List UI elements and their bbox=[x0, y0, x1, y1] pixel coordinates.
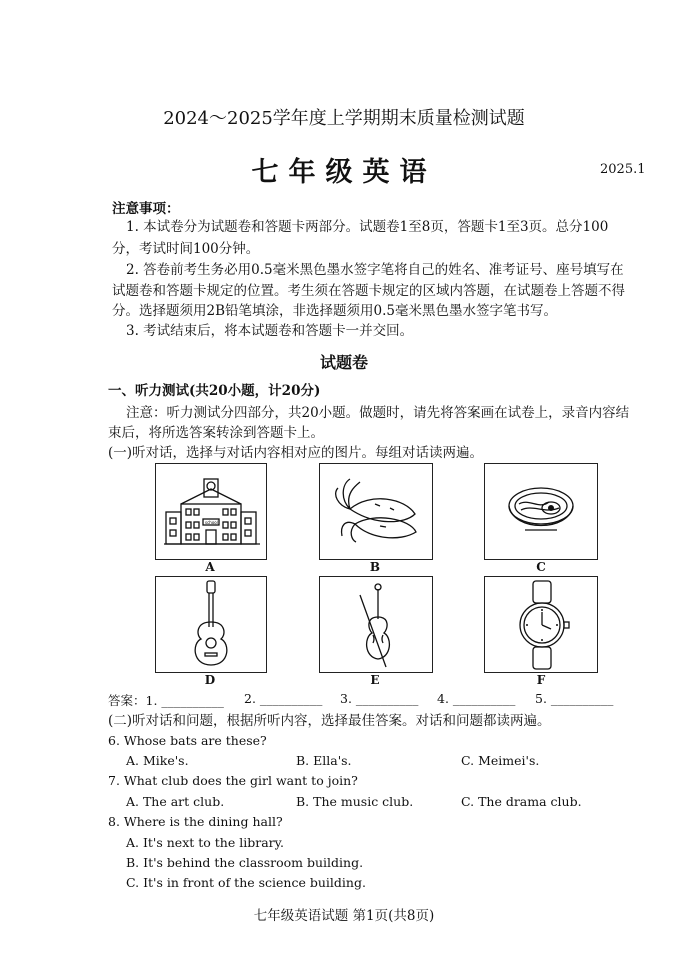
notice-line-6: 3. 考试结束后，将本试题卷和答题卡一并交回。 bbox=[126, 323, 414, 339]
picture-a bbox=[155, 463, 267, 560]
exam-title: 2024～2025学年度上学期期末质量检测试题 bbox=[163, 108, 525, 129]
subject-title: 七年级英语 bbox=[251, 157, 437, 188]
question-6-option-b[interactable]: B. Ella's. bbox=[296, 753, 352, 768]
question-7: 7. What club does the girl want to join? bbox=[108, 773, 358, 788]
exam-date: 2025.1 bbox=[600, 162, 646, 177]
guitar-icon bbox=[156, 577, 266, 672]
answer-blank-5[interactable]: 5. __________ bbox=[535, 691, 614, 706]
notice-heading: 注意事项： bbox=[112, 201, 180, 217]
question-8: 8. Where is the dining hall? bbox=[108, 814, 283, 829]
notice-line-4: 试题卷和答题卡规定的位置。考生须在答题卡规定的区域内答题，在试题卷上答题不得 bbox=[112, 283, 625, 299]
part1-note-line-2: 束后，将所选答案转涂到答题卡上。 bbox=[108, 425, 324, 441]
section-title: 试题卷 bbox=[319, 353, 368, 372]
notice-line-1: 1. 本试卷分为试题卷和答题卡两部分。试题卷1至8页，答题卡1至3页。总分100 bbox=[126, 219, 609, 235]
watch-icon bbox=[485, 577, 597, 672]
page-footer: 七年级英语试题 第1页(共8页) bbox=[253, 908, 435, 924]
noodle-bowl-icon bbox=[485, 464, 597, 559]
notice-line-5: 分。选择题须用2B铅笔填涂，非选择题须用0.5毫米黑色墨水签字笔书写。 bbox=[112, 303, 557, 319]
picture-d bbox=[155, 576, 267, 673]
part1-sub2: (二)听对话和问题，根据所听内容，选择最佳答案。对话和问题都读两遍。 bbox=[108, 713, 551, 729]
answer-blank-3[interactable]: 3. __________ bbox=[340, 691, 419, 706]
question-7-option-c[interactable]: C. The drama club. bbox=[461, 794, 582, 809]
question-6: 6. Whose bats are these? bbox=[108, 733, 267, 748]
question-6-option-a[interactable]: A. Mike's. bbox=[126, 753, 189, 768]
answer-blank-4[interactable]: 4. __________ bbox=[437, 691, 516, 706]
question-8-option-b[interactable]: B. It's behind the classroom building. bbox=[126, 855, 364, 870]
question-6-option-c[interactable]: C. Meimei's. bbox=[461, 753, 540, 768]
notice-line-2: 分，考试时间100分钟。 bbox=[112, 241, 260, 257]
picture-label-f: F bbox=[536, 673, 546, 687]
part1-sub1: (一)听对话，选择与对话内容相对应的图片。每组对话读两遍。 bbox=[108, 445, 484, 461]
picture-b bbox=[319, 463, 433, 560]
picture-label-e: E bbox=[370, 673, 380, 687]
picture-label-b: B bbox=[369, 560, 381, 574]
part1-note-line-1: 注意：听力测试分四部分，共20小题。做题时，请先将答案画在试卷上，录音内容结 bbox=[126, 405, 630, 421]
notice-line-3: 2. 答卷前考生务必用0.5毫米黑色墨水签字笔将自己的姓名、准考证号、座号填写在 bbox=[126, 262, 624, 278]
question-8-option-a[interactable]: A. It's next to the library. bbox=[126, 835, 284, 850]
picture-label-d: D bbox=[204, 673, 216, 687]
picture-c bbox=[484, 463, 598, 560]
violin-icon bbox=[320, 577, 432, 672]
question-7-option-a[interactable]: A. The art club. bbox=[126, 794, 225, 809]
picture-e bbox=[319, 576, 433, 673]
picture-label-c: C bbox=[536, 560, 546, 574]
question-7-option-b[interactable]: B. The music club. bbox=[296, 794, 414, 809]
question-8-option-c[interactable]: C. It's in front of the science building. bbox=[126, 875, 366, 890]
answer-blank-2[interactable]: 2. __________ bbox=[244, 691, 323, 706]
picture-label-a: A bbox=[205, 560, 215, 574]
school-building-icon bbox=[156, 464, 266, 559]
answer-blank-1[interactable]: 答案：1. __________ bbox=[108, 693, 224, 708]
picture-f bbox=[484, 576, 598, 673]
part1-heading: 一、听力测试(共20小题，计20分) bbox=[108, 383, 321, 399]
school-sign: school bbox=[205, 520, 218, 525]
carrots-icon bbox=[320, 464, 432, 559]
